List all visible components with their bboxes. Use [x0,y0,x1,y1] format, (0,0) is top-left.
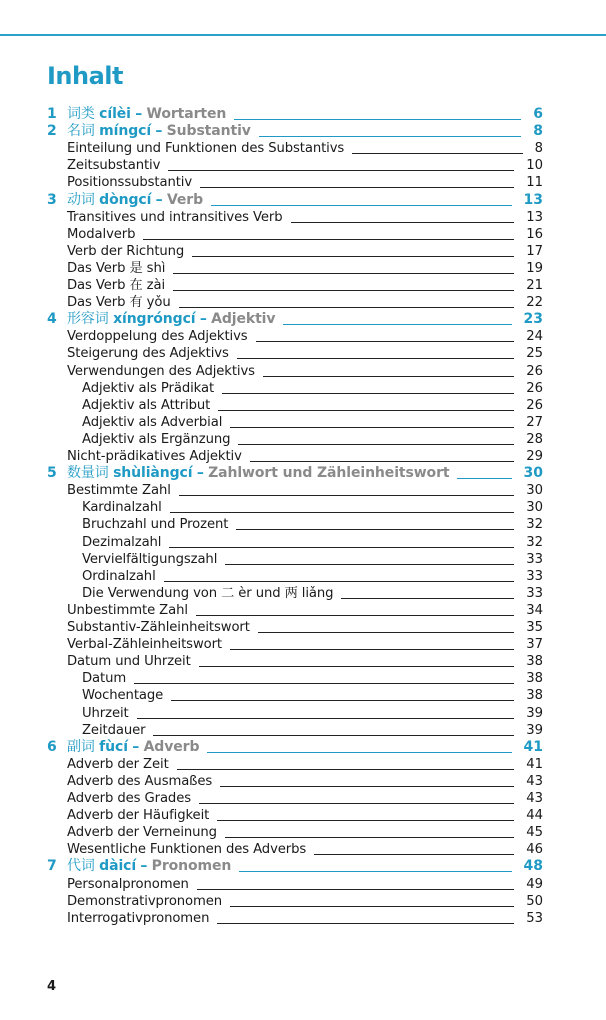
leader-line [258,632,514,633]
toc-entry-row[interactable] [0,140,606,157]
page-ref: 32 [526,517,543,533]
entry-label: Adverb der Verneinung [67,825,217,841]
chapter-pinyin: míngcí [99,123,152,140]
page-ref: 8 [534,141,543,157]
chapter-title [67,739,199,756]
chapter-chinese: 词类 [67,106,95,122]
toc-entry-row[interactable] [0,705,606,722]
leader-line [230,906,514,907]
chapter-number: 3 [47,191,57,208]
toc-entry-row[interactable] [0,243,606,260]
toc-entry-row[interactable] [0,397,606,414]
entry-label: Adjektiv als Prädikat [82,380,215,396]
page-ref: 49 [526,876,543,892]
leader-line [171,700,514,701]
chapter-german: Pronomen [151,858,232,875]
entry-label: Das Verb 是 shì [67,260,166,276]
leader-line [218,410,514,411]
page-ref: 44 [526,808,543,824]
page-ref: 43 [526,791,543,806]
chapter-dash: – [199,311,207,328]
leader-line [164,581,514,582]
page-ref: 50 [526,893,543,909]
entry-label: Wesentliche Funktionen des Adverbs [67,842,307,858]
entry-label: Positionssubstantiv [67,175,193,191]
toc-entry-row[interactable] [0,893,606,910]
entry-label: Uhrzeit [82,705,129,721]
leader-line [234,119,521,120]
leader-line [230,427,514,428]
entry-label: Adverb des Grades [67,791,191,806]
chapter-number: 1 [47,106,57,122]
page-ref: 43 [526,773,543,789]
page-ref: 10 [526,158,543,174]
toc-entry-row[interactable] [0,636,606,653]
toc-entry-row[interactable] [0,414,606,431]
chapter-german: Adverb [143,738,200,755]
leader-line [250,461,514,462]
chapter-pinyin: shùliàngcí [113,465,193,482]
page-ref: 41 [523,738,543,755]
page-ref: 26 [526,363,543,379]
page-ref: 38 [526,671,543,687]
toc-entry-row[interactable] [0,345,606,362]
page-ref: 38 [526,654,543,670]
entry-label: Verdoppelung des Adjektivs [67,329,248,345]
page-ref: 26 [526,397,543,413]
leader-line [143,239,514,240]
toc-entry-row[interactable] [0,841,606,858]
toc-entry-row[interactable] [0,482,606,499]
entry-label: Verwendungen des Adjektivs [67,363,255,379]
chapter-chinese: 数量词 [67,465,109,482]
page-ref: 13 [523,191,543,208]
toc-entry-row[interactable] [0,807,606,824]
toc-entry-row[interactable] [0,910,606,927]
leader-line [225,837,514,838]
page-ref: 38 [526,688,543,704]
leader-line [341,598,514,599]
entry-label: Die Verwendung von 二 èr und 两 liǎng [82,585,334,601]
chapter-chinese: 副词 [67,738,95,755]
entry-label: Das Verb 在 zài [67,278,166,293]
chapter-pinyin: xíngróngcí [113,311,196,328]
chapter-number: 6 [47,738,57,755]
page-ref: 21 [526,278,543,293]
chapter-title [67,192,203,209]
entry-label: Datum und Uhrzeit [67,654,191,670]
leader-line [236,529,514,530]
entry-label: Interrogativpronomen [67,910,210,926]
leader-line [137,718,514,719]
entry-label: Vervielfältigungszahl [82,551,218,567]
leader-line [197,889,514,890]
leader-line [283,324,512,325]
toc-entry-row[interactable] [0,380,606,397]
toc-entry-row[interactable] [0,653,606,670]
page-ref: 17 [526,243,543,259]
entry-label: Transitives und intransitives Verb [67,209,283,225]
page-ref: 53 [526,910,543,926]
entry-label: Adverb der Häufigkeit [67,808,210,824]
toc-entry-row[interactable] [0,551,606,568]
page-ref: 30 [526,500,543,516]
page-ref: 45 [526,825,543,841]
leader-line [291,222,514,223]
chapter-title [67,465,449,482]
chapter-german: Verb [166,191,204,208]
page-ref: 25 [526,346,543,362]
leader-line [177,769,514,770]
entry-label: Unbestimmte Zahl [67,602,188,618]
toc-chapter-row[interactable] [0,106,606,123]
toc-entry-row[interactable] [0,670,606,687]
chapter-pinyin: dàicí [99,858,137,875]
page-number: 4 [47,979,57,994]
toc-entry-row[interactable] [0,619,606,636]
page-ref: 46 [526,842,543,858]
leader-line [263,376,514,377]
toc-entry-row[interactable] [0,876,606,893]
page-ref: 34 [526,602,543,618]
entry-label: Einteilung und Funktionen des Substantivs [67,141,345,157]
chapter-title [67,858,231,875]
chapter-german: Wortarten [146,106,227,122]
entry-label: Bruchzahl und Prozent [82,517,229,533]
toc-entry-row[interactable] [0,277,606,294]
page-ref: 48 [523,858,543,875]
toc-entry-row[interactable] [0,602,606,619]
toc-entry-row[interactable] [0,363,606,380]
entry-label: Verb der Richtung [67,243,185,259]
chapter-pinyin: fùcí [99,738,128,755]
chapter-dash: – [140,858,148,875]
toc-entry-row[interactable] [0,157,606,174]
entry-label: Wochentage [82,688,164,704]
chapter-pinyin: cílèi [99,106,131,122]
entry-label: Adverb des Ausmaßes [67,773,213,789]
leader-line [153,735,514,736]
entry-label: Personalpronomen [67,876,189,892]
leader-line [239,871,512,872]
entry-label: Bestimmte Zahl [67,483,171,499]
toc-entry-row[interactable] [0,328,606,345]
toc-chapter-row[interactable] [0,858,606,875]
page-ref: 28 [526,431,543,447]
chapter-dash: – [132,738,140,755]
toc-entry-row[interactable] [0,722,606,739]
page-ref: 41 [526,756,543,772]
chapter-german: Adjektiv [211,311,276,328]
leader-line [169,547,514,548]
leader-line [222,393,514,394]
leader-line [256,341,514,342]
leader-line [225,564,514,565]
page-ref: 13 [526,209,543,225]
entry-label: Zeitsubstantiv [67,158,161,174]
leader-line [217,923,514,924]
leader-line [220,786,514,787]
page-ref: 33 [526,551,543,567]
chapter-pinyin: dòngcí [99,191,152,208]
entry-label: Adjektiv als Adverbial [82,414,223,430]
toc-entry-row[interactable] [0,260,606,277]
entry-label: Substantiv-Zähleinheitswort [67,620,250,635]
page-ref: 39 [526,722,543,738]
leader-line [314,854,514,855]
leader-line [196,615,514,616]
toc-entry-row[interactable] [0,174,606,191]
leader-line [352,153,523,154]
leader-line [173,290,514,291]
chapter-number: 5 [47,465,57,482]
chapter-chinese: 动词 [67,191,95,208]
page-ref: 33 [526,568,543,584]
page-ref: 32 [526,534,543,550]
leader-line [259,136,521,137]
chapter-number: 2 [47,123,57,140]
page-ref: 30 [523,465,543,482]
page-ref: 33 [526,585,543,601]
chapter-german: Substantiv [166,123,251,140]
toc-entry-row[interactable] [0,534,606,551]
chapter-title [67,123,251,140]
toc-entry-row[interactable] [0,824,606,841]
page-ref: 35 [526,620,543,635]
chapter-chinese: 形容词 [67,311,109,328]
page-ref: 8 [533,123,543,140]
page-ref: 23 [523,311,543,328]
entry-label: Steigerung des Adjektivs [67,346,229,362]
toc-entry-row[interactable] [0,687,606,704]
chapter-number: 4 [47,311,57,328]
toc-entry-row[interactable] [0,756,606,773]
toc-chapter-row[interactable] [0,739,606,756]
chapter-dash: – [155,191,163,208]
leader-line [168,170,514,171]
toc-entry-row[interactable] [0,790,606,807]
chapter-chinese: 名词 [67,123,95,140]
chapter-title [67,311,275,328]
chapter-german: Zahlwort und Zähleinheitswort [208,465,450,482]
leader-line [199,666,514,667]
leader-line [217,820,514,821]
toc-entry-row[interactable] [0,226,606,243]
toc-entry-row[interactable] [0,431,606,448]
leader-line [179,495,514,496]
entry-label: Adjektiv als Attribut [82,397,211,413]
page-ref: 29 [526,449,543,464]
toc-chapter-row[interactable] [0,192,606,209]
toc-entry-row[interactable] [0,773,606,790]
entry-label: Kardinalzahl [82,500,162,516]
entry-label: Adverb der Zeit [67,756,169,772]
entry-label: Verbal-Zähleinheitswort [67,637,223,653]
toc-chapter-row[interactable] [0,311,606,328]
page-ref: 11 [526,175,543,191]
toc-chapter-row[interactable] [0,465,606,482]
toc-entry-row[interactable] [0,209,606,226]
entry-label: Adjektiv als Ergänzung [82,431,231,447]
leader-line [200,187,514,188]
leader-line [192,256,514,257]
toc-entry-row[interactable] [0,499,606,516]
leader-line [211,205,512,206]
toc-entry-row[interactable] [0,568,606,585]
chapter-dash: – [135,106,143,122]
page-ref: 30 [526,483,543,499]
leader-line [238,444,514,445]
entry-label: Dezimalzahl [82,534,162,550]
page-ref: 19 [526,260,543,276]
toc-entry-row[interactable] [0,585,606,602]
page-ref: 22 [526,295,543,311]
page-ref: 27 [526,414,543,430]
entry-label: Zeitdauer [82,722,146,738]
entry-label: Ordinalzahl [82,568,156,584]
page-ref: 6 [533,106,543,122]
chapter-number: 7 [47,858,57,875]
leader-line [230,649,514,650]
page-ref: 26 [526,380,543,396]
entry-label: Das Verb 有 yǒu [67,295,171,311]
leader-line [170,512,514,513]
leader-line [173,273,514,274]
chapter-dash: – [155,123,163,140]
chapter-dash: – [196,465,204,482]
leader-line [237,358,514,359]
page-ref: 37 [526,637,543,653]
entry-label: Modalverb [67,226,136,242]
toc-chapter-row[interactable] [0,123,606,140]
entry-label: Nicht-prädikatives Adjektiv [67,449,242,464]
chapter-title [67,106,226,123]
leader-line [179,307,514,308]
leader-line [457,478,512,479]
page-ref: 24 [526,329,543,345]
page-ref: 16 [526,226,543,242]
entry-label: Datum [82,671,127,687]
page-title: Inhalt [47,62,123,90]
toc-entry-row[interactable] [0,448,606,465]
leader-line [207,752,512,753]
page-ref: 39 [526,705,543,721]
entry-label: Demonstrativpronomen [67,893,223,909]
chapter-chinese: 代词 [67,858,95,875]
leader-line [134,683,514,684]
leader-line [199,803,514,804]
toc-entry-row[interactable] [0,294,606,311]
toc-entry-row[interactable] [0,516,606,533]
